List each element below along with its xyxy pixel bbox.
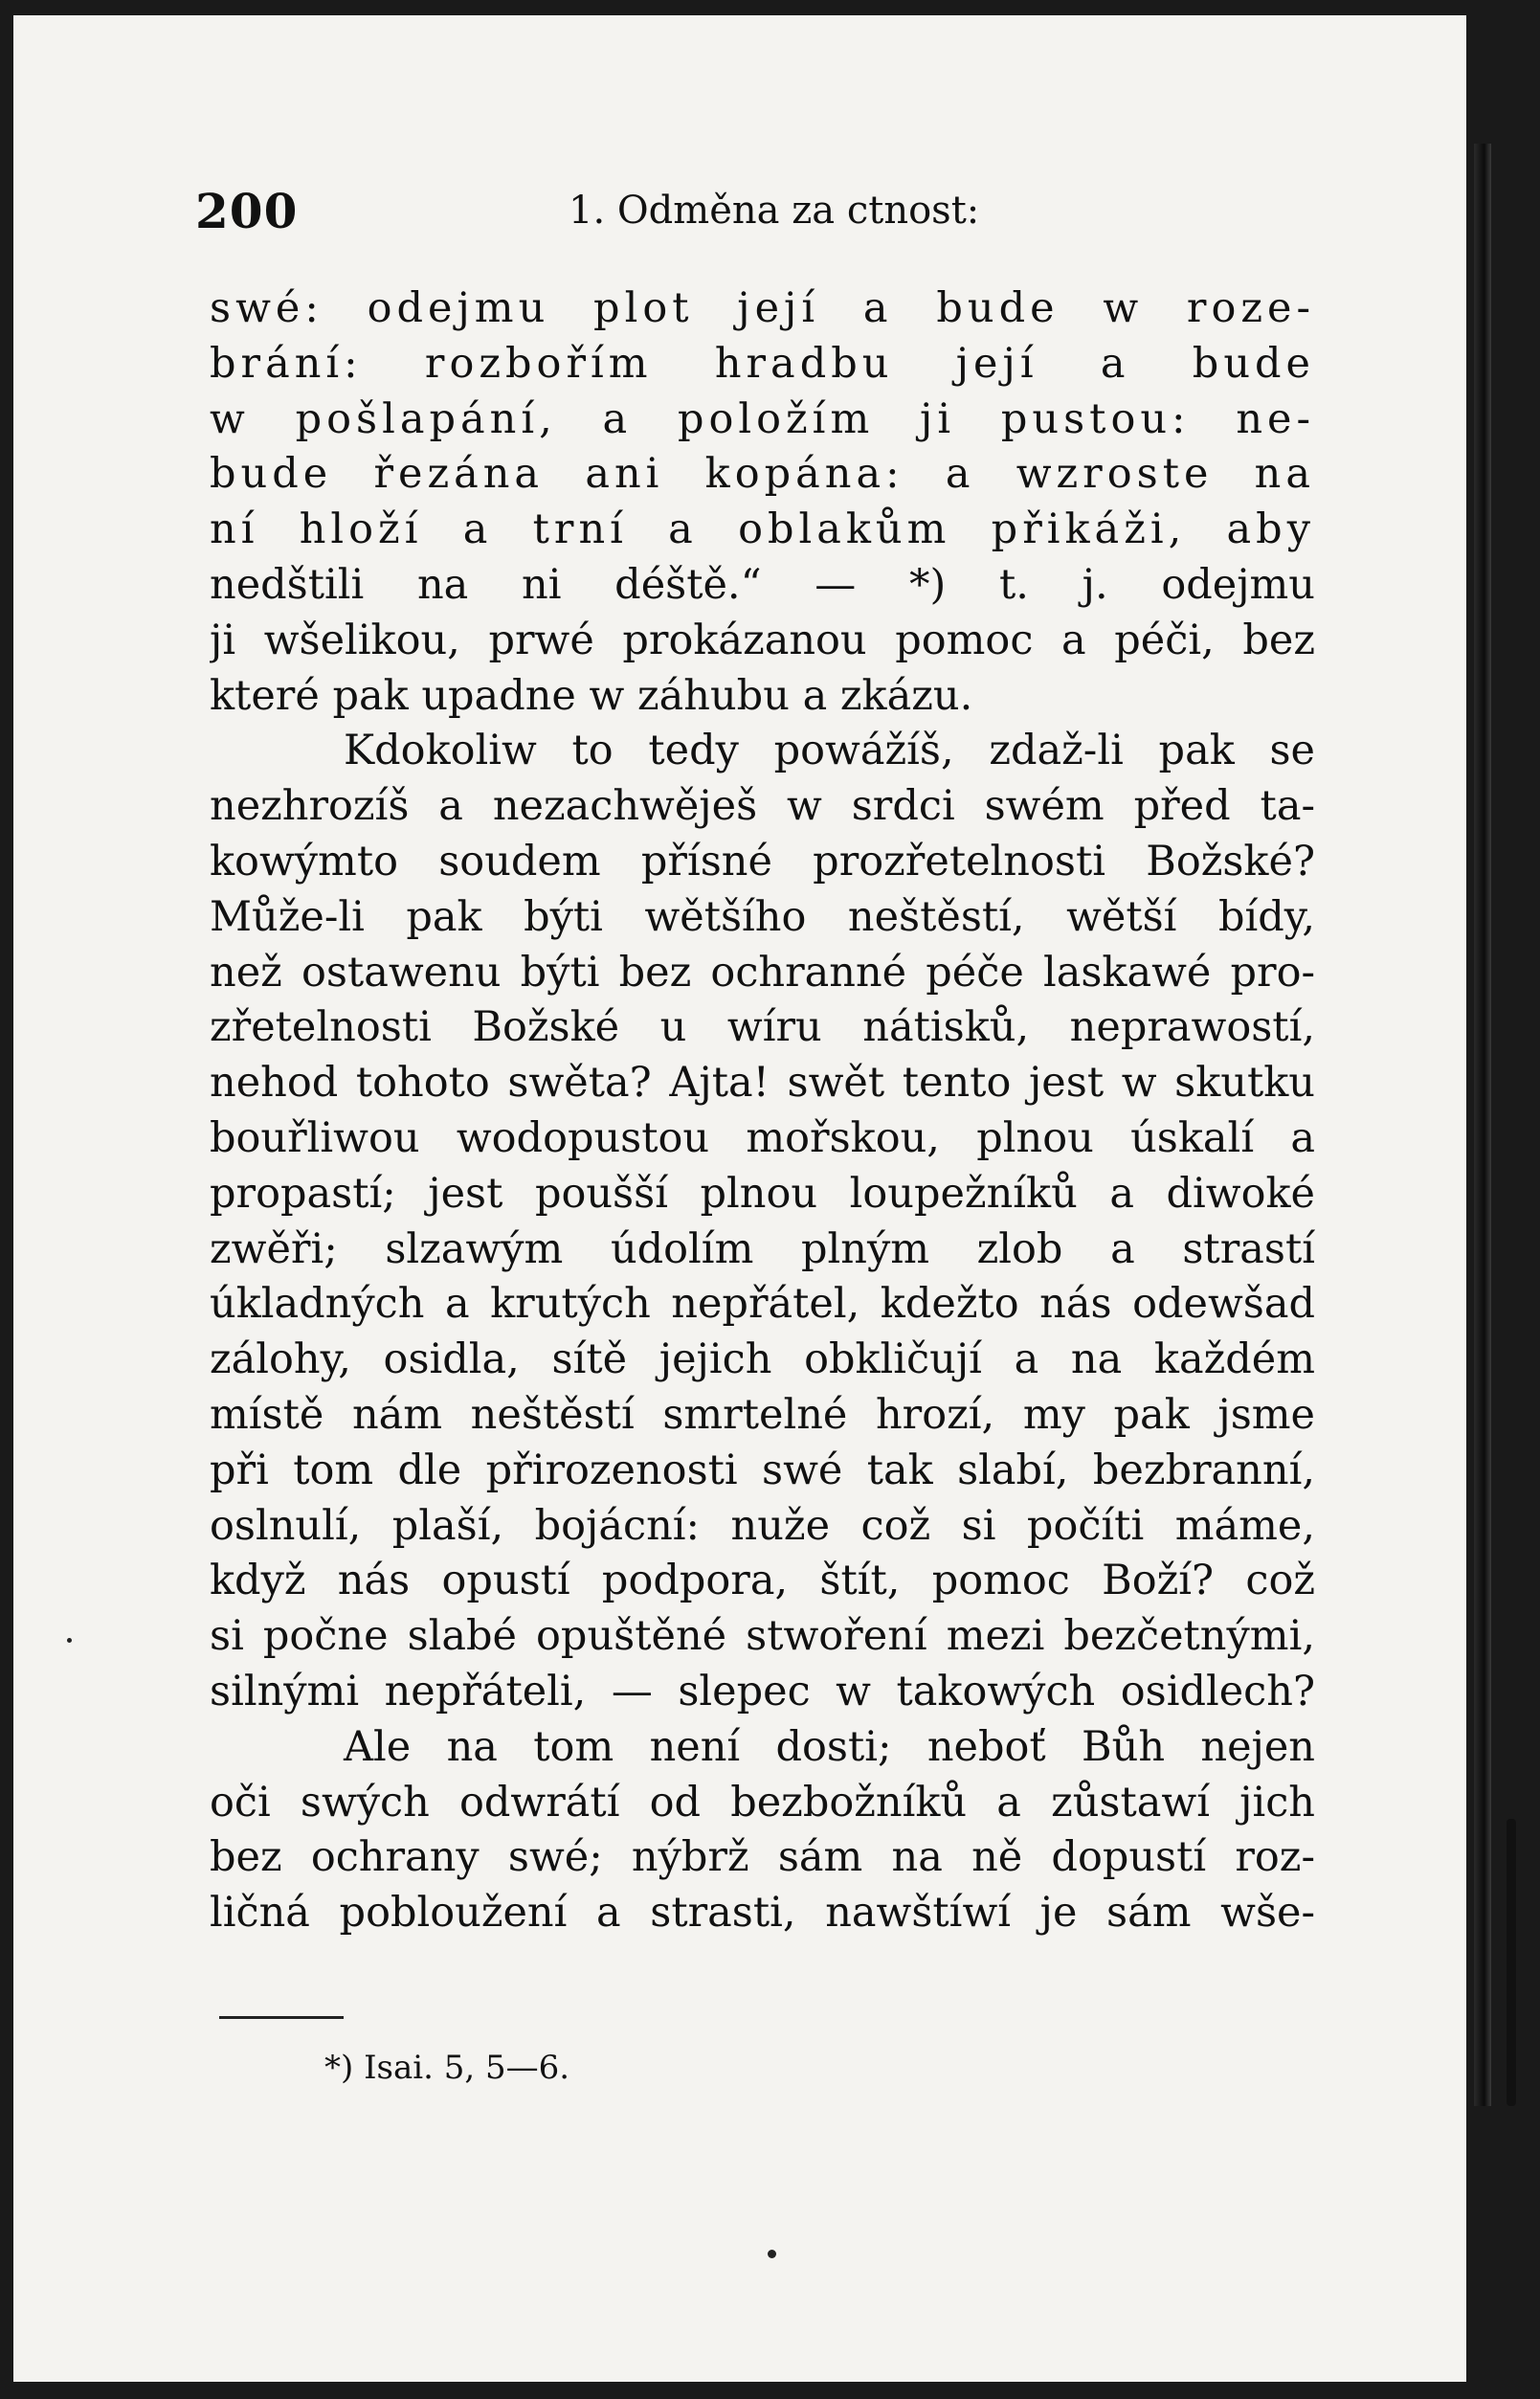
text-line: Kdokoliw to tedy powážíš, zdaž-li pak se: [344, 727, 1315, 775]
footnote-rule: [219, 2016, 344, 2019]
text-line: bouřliwou wodopustou mořskou, plnou úskalí a: [210, 1113, 1315, 1162]
ink-speck: [768, 2250, 776, 2258]
text-line: bude řezána ani kopána: a wzroste na: [210, 450, 1315, 499]
text-line: kowýmto soudem přísné prozřetelnosti Božské?: [210, 837, 1315, 886]
text-line: Může-li pak býti wětšího neštěstí, wětší bídy,: [210, 892, 1315, 941]
text-line: zřetelnosti Božské u wíru nátisků, neprawostí,: [210, 1003, 1315, 1052]
text-line: oči swých odwrátí od bezbožníků a zůstawí jich: [210, 1778, 1315, 1827]
text-line: ji wšelikou, prwé prokázanou pomoc a péči, bez: [210, 616, 1315, 664]
text-line: w pošlapání, a položím ji pustou: ne-: [210, 394, 1315, 443]
body-text: [210, 281, 1315, 1941]
text-line: ní hloží a trní a oblakům přikáži, aby: [210, 505, 1315, 554]
text-line: úkladných a krutých nepřátel, kdežto nás odewšad: [210, 1280, 1315, 1329]
text-line: Ale na tom není dosti; neboť Bůh nejen: [344, 1722, 1315, 1771]
book-page: [13, 15, 1466, 2382]
ink-speck: [67, 1638, 72, 1643]
text-line: brání: rozbořím hradbu její a bude: [210, 339, 1315, 388]
page-number: 200: [195, 183, 299, 239]
text-line: místě nám neštěstí smrtelné hrozí, my pak jsme: [210, 1390, 1315, 1439]
text-line: bez ochrany swé; nýbrž sám na ně dopustí roz-: [210, 1833, 1315, 1882]
text-line: zálohy, osidla, sítě jejich obkličují a na každém: [210, 1335, 1315, 1384]
text-line: nezhrozíš a nezachwěješ w srdci swém před ta-: [210, 782, 1315, 831]
page-header: [13, 183, 1466, 240]
footnote: *) Isai. 5, 5—6.: [324, 2049, 570, 2087]
book-spine-shadow: [1474, 144, 1491, 2106]
text-line: si počne slabé opuštěné stwoření mezi bezčetnými,: [210, 1612, 1315, 1661]
running-title: 1. Odměna za ctnost:: [569, 189, 980, 233]
book-spine-edge: [1507, 1819, 1516, 2106]
text-line: nedštili na ni déště.“ — *) t. j. odejmu: [210, 560, 1315, 609]
text-line: oslnulí, plaší, bojácní: nuže což si počíti máme,: [210, 1501, 1315, 1550]
text-line: než ostawenu býti bez ochranné péče laskawé pro-: [210, 948, 1315, 997]
text-line: nehod tohoto swěta? Ajta! swět tento jest w skutku: [210, 1059, 1315, 1108]
text-line: ličná pobloužení a strasti, nawštíwí je sám wše-: [210, 1889, 1315, 1938]
text-line: které pak upadne w záhubu a zkázu.: [210, 671, 973, 720]
text-line: zwěři; slzawým údolím plným zlob a strastí: [210, 1224, 1315, 1273]
text-line: při tom dle přirozenosti swé tak slabí, bezbranní,: [210, 1446, 1315, 1494]
text-line: swé: odejmu plot její a bude w roze-: [210, 284, 1315, 332]
text-line: když nás opustí podpora, štít, pomoc Boží? což: [210, 1557, 1315, 1605]
text-line: silnými nepřáteli, — slepec w takowých osidlech?: [210, 1667, 1315, 1715]
text-line: propastí; jest poušší plnou loupežníků a diwoké: [210, 1169, 1315, 1218]
